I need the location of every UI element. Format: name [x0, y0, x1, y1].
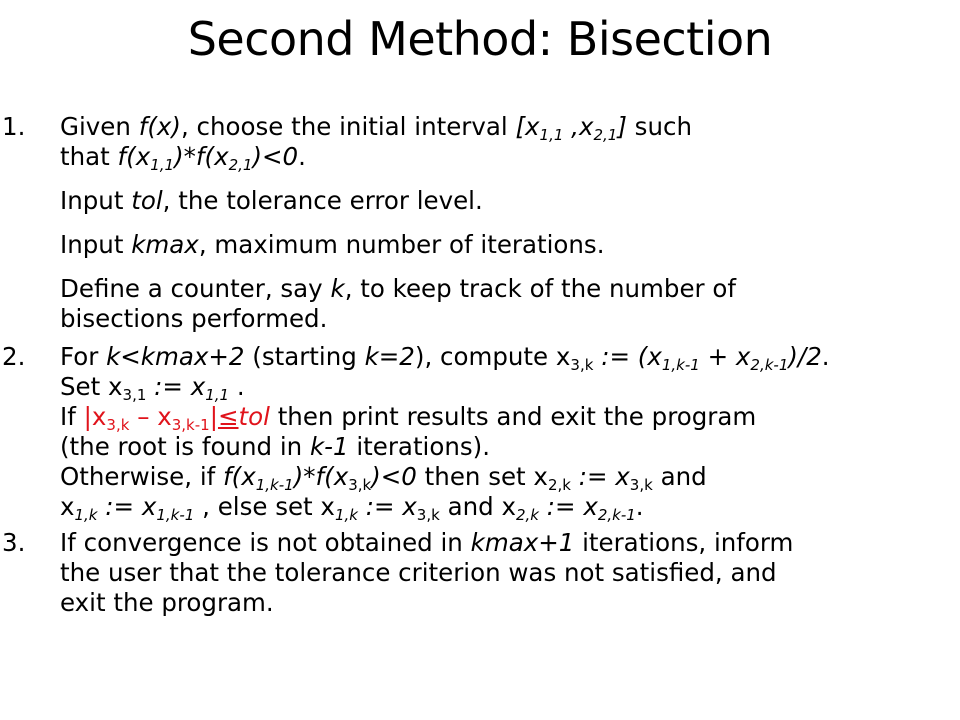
item-2-line-2: Set $x_{3,1}$ := $x_{1,1}$ .	[60, 372, 245, 404]
item-1-kmax-line: Input kmax, maximum number of iterations.	[60, 230, 605, 259]
item-2-line-4: (the root is found in k-1 iterations).	[60, 432, 490, 461]
item-number: 3.	[2, 528, 26, 557]
item-2-line-5: Otherwise, if $f(x_{1,k-1})*f(x_{3,k})<0$ then set $x_{2,k}$ := $x_{3,k}$ and	[60, 462, 707, 494]
item-2-line-6: $x_{1,k}$ := $x_{1,k-1}$ , else set $x_{1,k}$ := $x_{3,k}$ and $x_{2,k}$ := $x_{2,k-1}$.	[60, 492, 644, 524]
item-3-line-3: exit the program.	[60, 588, 274, 617]
item-1-line-1: Given f(x), choose the initial interval [$x_{1,1}$ $,x_{2,1}$] such	[60, 112, 692, 144]
item-1-line-2: that $f(x_{1,1})*f(x_{2,1})<0$.	[60, 142, 306, 174]
item-number: 2.	[2, 342, 26, 371]
item-3-line-1: If convergence is not obtained in kmax+1 iterations, inform	[60, 528, 794, 557]
slide-body	[2, 112, 940, 618]
list-item-2	[2, 342, 940, 524]
slide-title: Second Method: Bisection	[187, 12, 773, 66]
list-item-3	[2, 528, 940, 618]
item-1-counter-line-2: bisections performed.	[60, 304, 328, 333]
item-3-line-2: the user that the tolerance criterion was not satisfied, and	[60, 558, 777, 587]
item-2-line-3: If $|x_{3,k} - x_{3,k-1}|\le tol$ then print results and exit the program	[60, 402, 757, 434]
item-1-tol-line: Input tol, the tolerance error level.	[60, 186, 483, 215]
tolerance-condition: $|x_{3,k} - x_{3,k-1}|\le tol$	[83, 402, 270, 434]
item-number: 1.	[2, 112, 26, 141]
item-2-line-1: For k<kmax+2 (starting k=2), compute $x_{3,k}$ := $(x_{1,k-1} + x_{2,k-1})/2$.	[60, 342, 830, 374]
item-1-counter-line: Define a counter, say k, to keep track of the number of	[60, 274, 737, 303]
list-item-1	[2, 112, 940, 334]
